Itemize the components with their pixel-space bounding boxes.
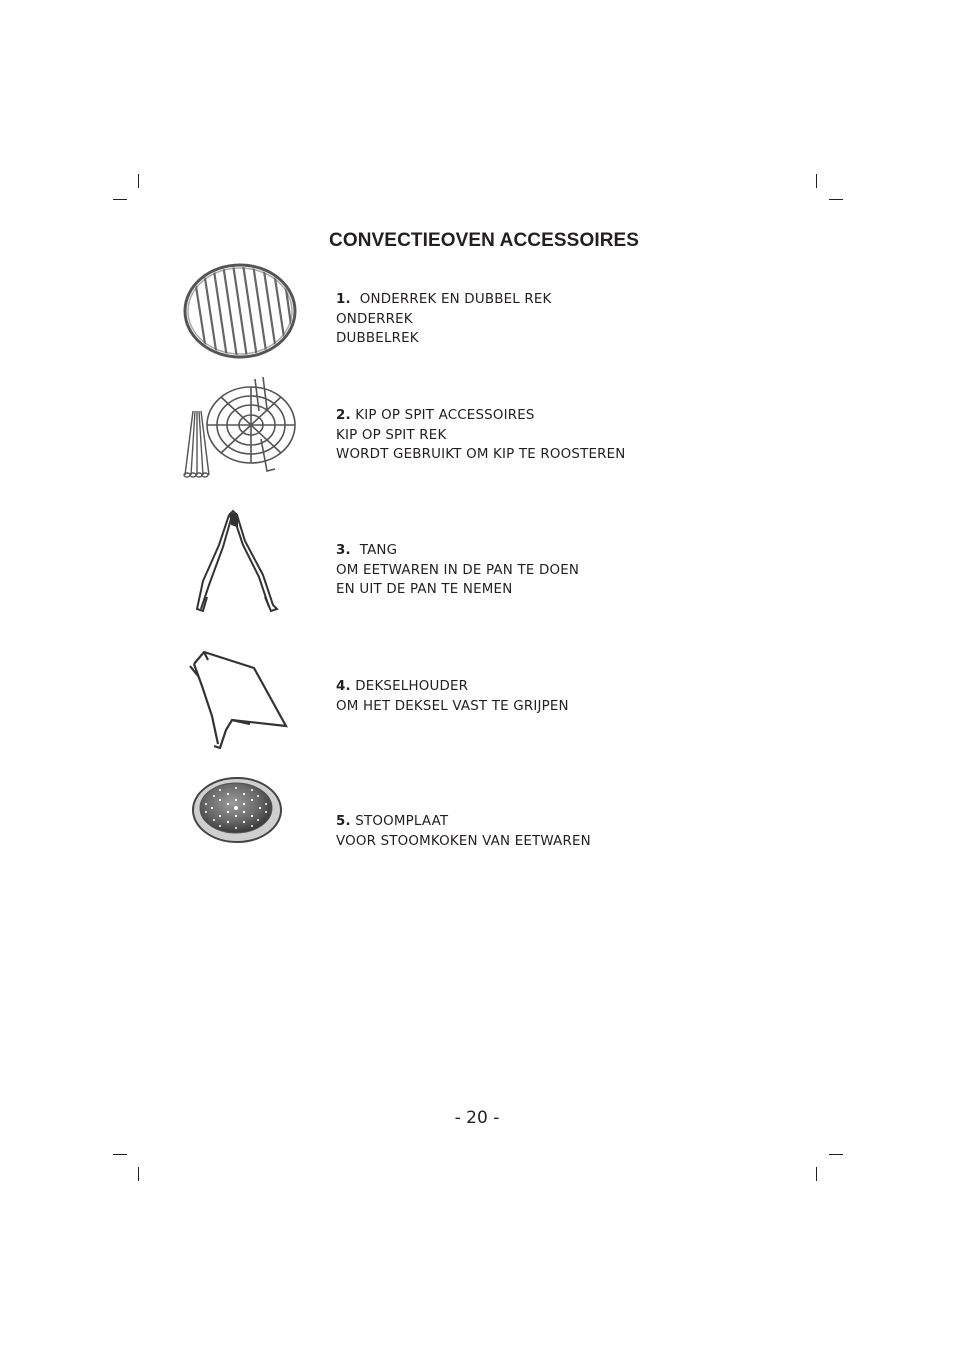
crop-mark-top-right-h bbox=[829, 199, 843, 200]
page-number: - 20 - bbox=[454, 1108, 500, 1128]
item-line: ONDERREK bbox=[336, 311, 413, 327]
tongs-icon bbox=[189, 505, 289, 621]
rotisserie-rack-icon bbox=[171, 375, 307, 487]
item-number: 2. bbox=[336, 408, 351, 423]
item-line: EN UIT DE PAN TE NEMEN bbox=[336, 582, 513, 597]
crop-mark-bottom-right-h bbox=[829, 1154, 843, 1155]
accessory-item-1 bbox=[336, 290, 552, 349]
crop-mark-bottom-left-v bbox=[138, 1167, 139, 1181]
item-title: STOOMPLAAT bbox=[355, 814, 449, 829]
item-line: DUBBELREK bbox=[336, 331, 419, 346]
round-rack-icon bbox=[181, 262, 299, 360]
item-number: 4. bbox=[336, 679, 351, 694]
item-line: WORDT GEBRUIKT OM KIP TE ROOSTEREN bbox=[336, 447, 626, 462]
item-line: OM HET DEKSEL VAST TE GRIJPEN bbox=[336, 698, 569, 714]
steam-plate-icon bbox=[190, 774, 284, 846]
accessory-item-4 bbox=[336, 677, 569, 716]
item-title: KIP OP SPIT ACCESSOIRES bbox=[355, 408, 535, 423]
item-number: 5. bbox=[336, 814, 351, 829]
lid-holder-icon bbox=[184, 646, 290, 754]
item-number: 1. bbox=[336, 292, 351, 307]
accessory-item-5 bbox=[336, 812, 591, 851]
item-line: OM EETWAREN IN DE PAN TE DOEN bbox=[336, 562, 580, 578]
accessory-item-2 bbox=[336, 406, 626, 465]
item-line: KIP OP SPIT REK bbox=[336, 427, 447, 443]
accessory-item-3 bbox=[336, 541, 579, 600]
crop-mark-top-left-h bbox=[113, 199, 127, 200]
crop-mark-bottom-right-v bbox=[816, 1167, 817, 1181]
page-title: CONVECTIEOVEN ACCESSOIRES bbox=[329, 230, 640, 251]
crop-mark-bottom-left-h bbox=[113, 1154, 127, 1155]
item-line: VOOR STOOMKOKEN VAN EETWAREN bbox=[336, 833, 591, 849]
item-title: ONDERREK EN DUBBEL REK bbox=[359, 292, 552, 307]
crop-mark-top-left-v bbox=[138, 174, 139, 188]
item-number: 3. bbox=[336, 543, 351, 558]
crop-mark-top-right-v bbox=[816, 174, 817, 188]
item-title: TANG bbox=[359, 543, 398, 558]
item-title: DEKSELHOUDER bbox=[355, 679, 469, 694]
